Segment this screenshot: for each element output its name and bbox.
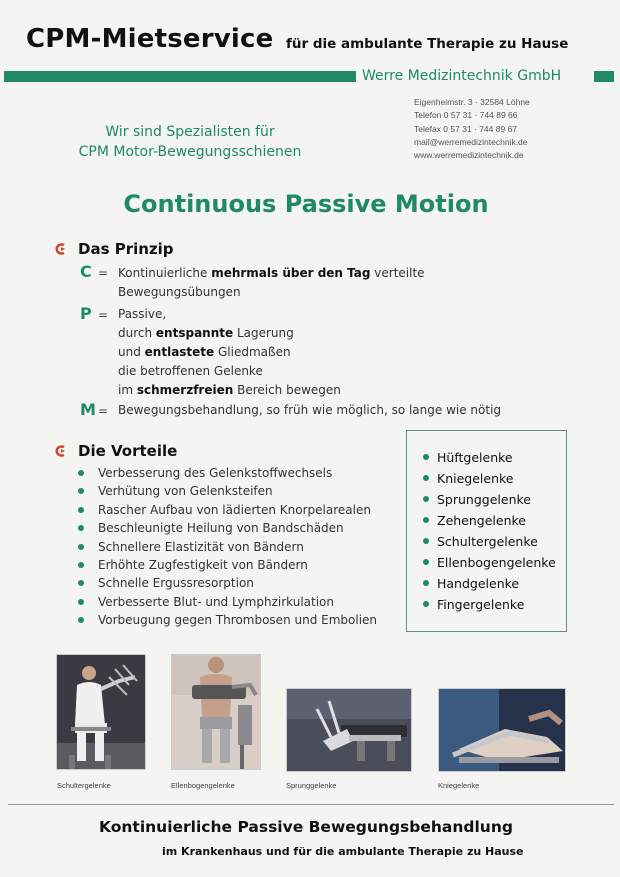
contact-block — [414, 96, 530, 162]
bullet-dot-icon — [423, 475, 429, 481]
footer-subtitle: im Krankenhaus und für die ambulante Therapie zu Hause — [162, 845, 524, 858]
tagline-line-1: Wir sind Spezialisten für — [105, 124, 275, 140]
knee-device-image — [439, 689, 566, 772]
bullet-dot-icon — [423, 538, 429, 544]
list-item: Fingergelenke — [423, 594, 556, 615]
bullet-dot-icon — [423, 496, 429, 502]
caption-knee: Kniegelenke — [438, 781, 480, 790]
page-title: CPM-Mietservice — [26, 24, 274, 54]
equals-c: = — [98, 266, 109, 280]
principle-p-line-5: im schmerzfreien Bereich bewegen — [118, 383, 341, 397]
bullet-dot-icon — [78, 580, 84, 586]
principle-p-line-1: Passive, — [118, 307, 167, 321]
list-item: Vorbeugung gegen Thrombosen und Embolien — [78, 611, 377, 629]
footer-title: Kontinuierliche Passive Bewegungsbehandlung — [99, 818, 513, 836]
advantages-heading-text: Die Vorteile — [78, 442, 178, 460]
contact-phone: Telefon 0 57 31 · 744 89 66 — [414, 110, 518, 121]
contact-email[interactable]: mail@werremedizintechnik.de — [414, 136, 528, 147]
list-item: Schnellere Elastizität von Bändern — [78, 538, 377, 556]
list-item: Erhöhte Zugfestigkeit von Bändern — [78, 556, 377, 574]
advantages-list — [78, 464, 377, 630]
arrow-bullet-icon — [54, 445, 68, 457]
list-item: Verbesserung des Gelenkstoffwechsels — [78, 464, 377, 482]
page-subtitle: für die ambulante Therapie zu Hause — [286, 36, 569, 52]
header-bar-right — [594, 71, 614, 82]
joints-list — [423, 447, 556, 615]
bullet-dot-icon — [78, 488, 84, 494]
list-item: Verhütung von Gelenksteifen — [78, 482, 377, 500]
caption-ankle: Sprunggelenke — [286, 781, 337, 790]
principle-heading — [54, 240, 174, 258]
bullet-dot-icon — [423, 580, 429, 586]
bullet-dot-icon — [423, 559, 429, 565]
list-item: Sprunggelenke — [423, 489, 556, 510]
contact-address: Eigenheimstr. 3 · 32584 Löhne — [414, 97, 530, 107]
list-item: Rascher Aufbau von lädierten Knorpelarealen — [78, 501, 377, 519]
bullet-dot-icon — [78, 544, 84, 550]
equals-p: = — [98, 308, 109, 322]
company-name: Werre Medizintechnik GmbH — [362, 68, 562, 84]
tagline — [30, 122, 350, 162]
caption-shoulder: Schultergelenke — [57, 781, 111, 790]
photo-ankle — [286, 688, 412, 772]
advantages-heading — [54, 442, 177, 460]
shoulder-device-image — [57, 655, 146, 770]
tagline-line-2: CPM Motor-Bewegungsschienen — [78, 144, 302, 160]
bullet-dot-icon — [78, 470, 84, 476]
principle-p-line-4: die betroffenen Gelenke — [118, 364, 263, 378]
bullet-dot-icon — [78, 599, 84, 605]
footer-divider — [8, 804, 614, 805]
caption-elbow: Ellenbogengelenke — [171, 781, 235, 790]
principle-p-line-2: durch entspannte Lagerung — [118, 326, 294, 340]
bullet-dot-icon — [78, 525, 84, 531]
contact-web[interactable]: www.werremedizintechnik.de — [414, 150, 524, 161]
photo-knee — [438, 688, 566, 772]
principle-p-text — [118, 305, 341, 400]
arrow-bullet-icon — [54, 243, 68, 255]
list-item: Schultergelenke — [423, 531, 556, 552]
list-item: Zehengelenke — [423, 510, 556, 531]
header-bar-left — [4, 71, 356, 82]
list-item: Kniegelenke — [423, 468, 556, 489]
photo-elbow — [171, 654, 261, 770]
bullet-dot-icon — [78, 562, 84, 568]
bullet-dot-icon — [423, 601, 429, 607]
list-item: Verbesserte Blut- und Lymphzirkulation — [78, 593, 377, 611]
principle-c-text — [118, 264, 425, 302]
principle-c-line-1: Kontinuierliche mehrmals über den Tag verteilte — [118, 266, 425, 280]
ankle-device-image — [287, 689, 412, 772]
main-title: Continuous Passive Motion — [123, 190, 489, 218]
photo-shoulder — [56, 654, 146, 770]
principle-c-line-2: Bewegungsübungen — [118, 285, 241, 299]
principle-m-text: Bewegungsbehandlung, so früh wie möglich, so lange wie nötig — [118, 403, 502, 417]
principle-p-line-3: und entlastete Gliedmaßen — [118, 345, 291, 359]
bullet-dot-icon — [78, 617, 84, 623]
principle-heading-text: Das Prinzip — [78, 240, 174, 258]
list-item: Hüftgelenke — [423, 447, 556, 468]
list-item: Beschleunigte Heilung von Bandschäden — [78, 519, 377, 537]
bullet-dot-icon — [78, 507, 84, 513]
list-item: Ellenbogengelenke — [423, 552, 556, 573]
list-item: Handgelenke — [423, 573, 556, 594]
letter-c: C — [80, 262, 92, 281]
equals-m: = — [98, 404, 109, 418]
list-item: Schnelle Ergussresorption — [78, 574, 377, 592]
bullet-dot-icon — [423, 517, 429, 523]
bullet-dot-icon — [423, 454, 429, 460]
letter-p: P — [80, 304, 92, 323]
joints-box — [406, 430, 567, 632]
letter-m: M — [80, 400, 96, 419]
elbow-device-image — [172, 655, 261, 770]
contact-fax: Telefax 0 57 31 · 744 89 67 — [414, 123, 518, 134]
